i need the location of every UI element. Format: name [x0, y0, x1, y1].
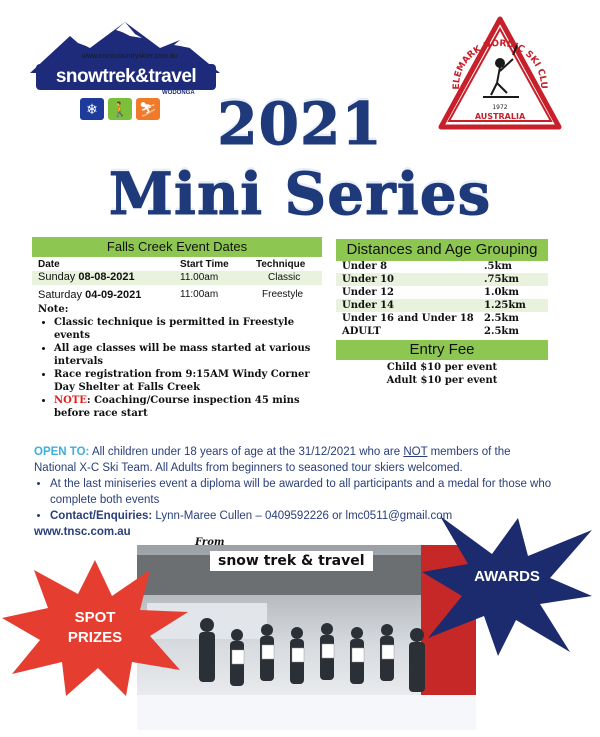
logo-subtitle: WODONGA — [162, 90, 195, 96]
sponsor-label: snow trek & travel — [210, 551, 373, 571]
badge-bottom-text: AUSTRALIA — [474, 112, 526, 121]
from-label: From — [195, 537, 225, 548]
col-start-time: Start Time — [180, 259, 229, 270]
title-year: 2021 — [217, 90, 383, 158]
hiker-icon: 🚶 — [108, 98, 132, 120]
contact-info: • Contact/Enquiries: Lynn-Maree Cullen – 0409592226 or lmc0511@gmail.com — [50, 508, 554, 524]
notes-block — [38, 303, 328, 420]
snowflake-icon: ❄ — [80, 98, 104, 120]
distance-row: Under 10 .75km — [336, 273, 548, 286]
col-technique: Technique — [256, 259, 306, 270]
event-date-2: Saturday 04-09-2021 — [38, 289, 142, 301]
event-technique-1: Classic — [268, 272, 301, 283]
spot-prizes-text: SPOT PRIZES — [67, 609, 123, 646]
badge-year: 1972 — [492, 104, 508, 111]
col-date: Date — [38, 259, 60, 270]
awards-text: AWARDS — [474, 568, 540, 585]
distance-row: Under 14 1.25km — [336, 299, 548, 312]
distance-row: Under 16 and Under 18 2.5km — [342, 313, 519, 324]
event-dates-header: Falls Creek Event Dates — [32, 237, 322, 257]
note-item-coaching: • NOTE: Coaching/Course inspection 45 mins before race start — [54, 394, 328, 420]
note-item: • Classic technique is permitted in Freestyle events — [54, 316, 328, 342]
event-time-2: 11:00am — [180, 289, 219, 300]
note-label: Note: — [38, 304, 69, 315]
badge-top-text: ELEMARK NORDIC SKI CLU — [451, 38, 549, 90]
event-time-1: 11.00am — [180, 272, 219, 283]
entry-fee-child: Child $10 per event — [386, 362, 498, 373]
distance-row: Under 12 1.0km — [342, 287, 519, 298]
skier-icon: ⛷ — [136, 98, 160, 120]
website-link[interactable]: www.tnsc.com.au — [34, 526, 131, 538]
open-to-paragraph: OPEN TO: All children under 18 years of age at the 31/12/2021 who are NOT members of the National X-C Ski Team. All Adults from beginners to seasoned tour skiers welcomed. — [34, 446, 511, 474]
logo-url: www.crosscountryskier.com.au — [82, 53, 178, 60]
entry-fee-adult: Adult $10 per event — [386, 375, 498, 386]
title-main: Mini Series — [108, 160, 492, 228]
entry-fee-header: Entry Fee — [336, 340, 548, 360]
awards-info: • At the last miniseries event a diploma will be awarded to all participants and a medal for those who complete both events — [50, 476, 554, 508]
event-date-1: Sunday 08-08-2021 — [38, 271, 135, 283]
logo-brand: snowtrek&travel — [36, 64, 216, 90]
note-item: • Race registration from 9:15AM Windy Corner Day Shelter at Falls Creek — [54, 368, 328, 394]
note-item: • All age classes will be mass started at various intervals — [54, 342, 328, 368]
distance-row: ADULT 2.5km — [342, 326, 519, 337]
distances-header: Distances and Age Grouping — [336, 239, 548, 261]
event-technique-2: Freestyle — [262, 289, 304, 300]
distance-row: Under 8 .5km — [342, 261, 512, 272]
